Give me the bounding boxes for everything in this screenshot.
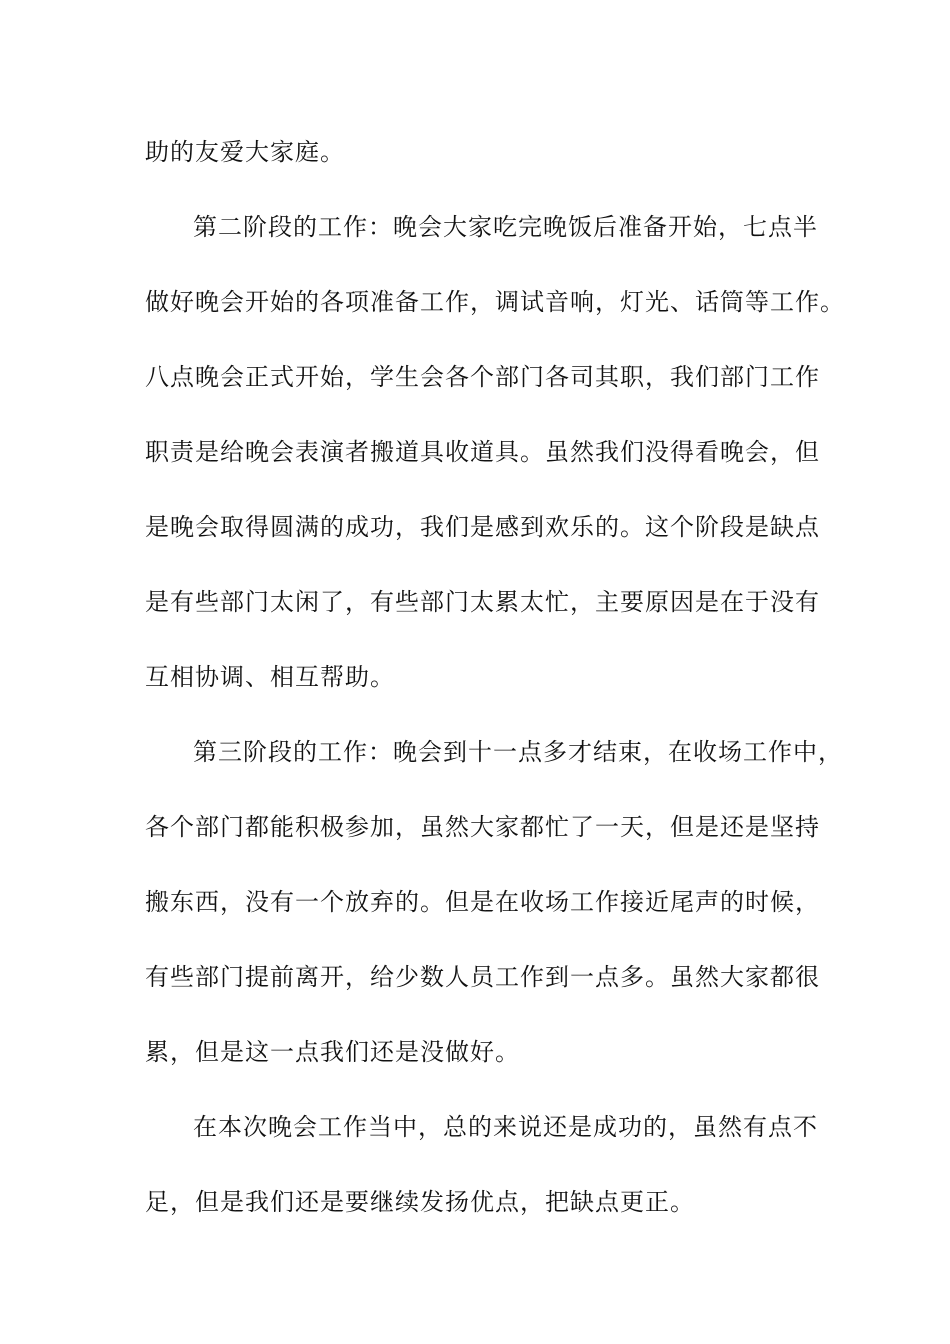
text-line: 八点晚会正式开始，学生会各个部门各司其职，我们部门工作 xyxy=(145,363,820,391)
paragraph-start-line: 在本次晚会工作当中，总的来说还是成功的，虽然有点不 xyxy=(193,1113,818,1141)
text-line: 搬东西，没有一个放弃的。但是在收场工作接近尾声的时候， xyxy=(145,888,820,916)
paragraph-start-line: 第二阶段的工作：晚会大家吃完晚饭后准备开始，七点半 xyxy=(193,213,818,241)
text-line: 足，但是我们还是要继续发扬优点，把缺点更正。 xyxy=(145,1188,695,1216)
text-line: 是晚会取得圆满的成功，我们是感到欢乐的。这个阶段是缺点 xyxy=(145,513,820,541)
text-line: 助的友爱大家庭。 xyxy=(145,138,345,166)
text-line: 是有些部门太闲了，有些部门太累太忙，主要原因是在于没有 xyxy=(145,588,820,616)
text-line: 累，但是这一点我们还是没做好。 xyxy=(145,1038,520,1066)
text-line: 做好晚会开始的各项准备工作，调试音响，灯光、话筒等工作。 xyxy=(145,288,845,316)
paragraph-start-line: 第三阶段的工作：晚会到十一点多才结束，在收场工作中， xyxy=(193,738,843,766)
text-line: 职责是给晚会表演者搬道具收道具。虽然我们没得看晚会，但 xyxy=(145,438,820,466)
text-line: 互相协调、相互帮助。 xyxy=(145,663,395,691)
text-line: 有些部门提前离开，给少数人员工作到一点多。虽然大家都很 xyxy=(145,963,820,991)
text-line: 各个部门都能积极参加，虽然大家都忙了一天，但是还是坚持 xyxy=(145,813,820,841)
